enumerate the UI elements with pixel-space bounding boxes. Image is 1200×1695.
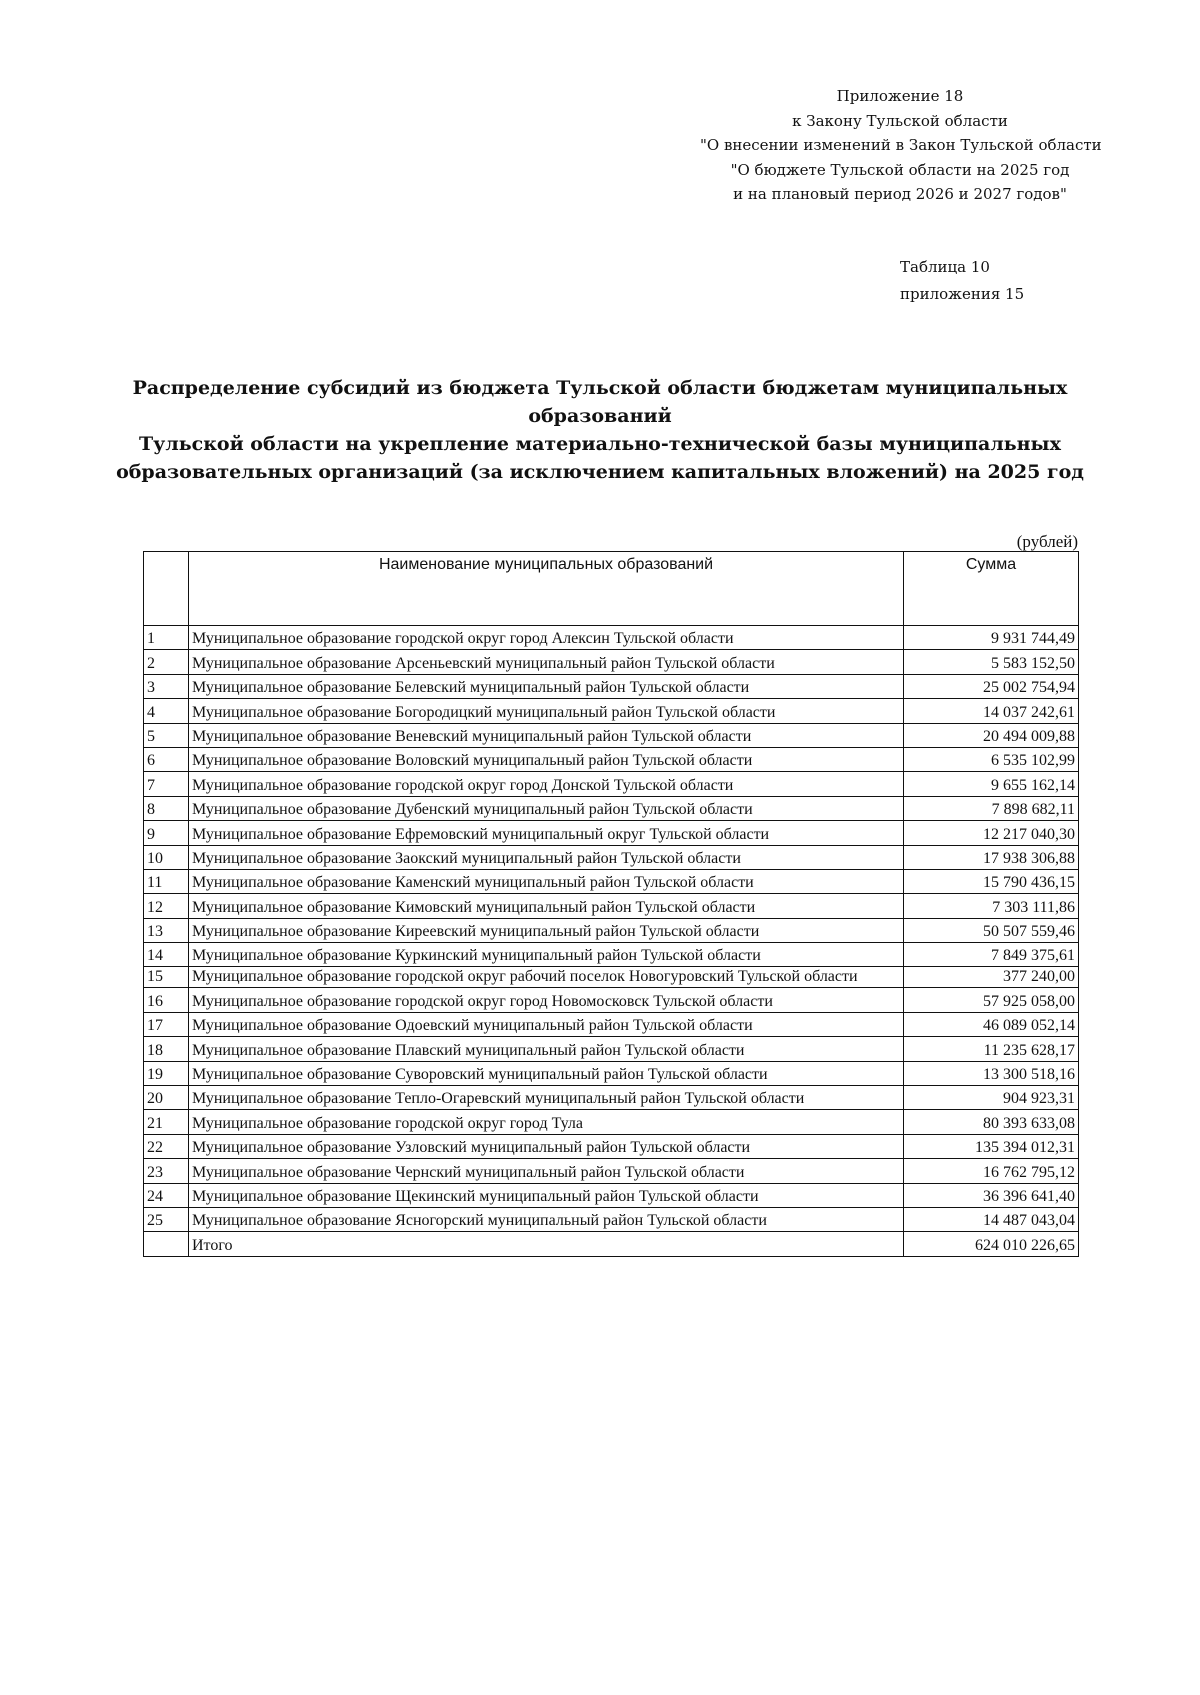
row-num: 24 xyxy=(144,1183,189,1207)
row-num: 6 xyxy=(144,747,189,771)
table-reference xyxy=(900,254,1100,308)
table-row xyxy=(144,1159,1079,1183)
table-row xyxy=(144,869,1079,893)
row-name: Муниципальное образование Суворовский муниципальный район Тульской области xyxy=(189,1061,904,1085)
row-sum: 904 923,31 xyxy=(904,1086,1079,1110)
row-num: 20 xyxy=(144,1086,189,1110)
table-row xyxy=(144,723,1079,747)
appendix-reference: приложения 15 xyxy=(900,285,1025,303)
row-name: Муниципальное образование Ясногорский муниципальный район Тульской области xyxy=(189,1207,904,1231)
title-line: Тульской области на укрепление материально-технической базы муниципальных xyxy=(139,433,1061,455)
row-name: Муниципальное образование Воловский муниципальный район Тульской области xyxy=(189,747,904,771)
row-name: Муниципальное образование Веневский муниципальный район Тульской области xyxy=(189,723,904,747)
table-row xyxy=(144,988,1079,1012)
header-num xyxy=(144,552,189,626)
row-num: 8 xyxy=(144,796,189,820)
title-line: Распределение субсидий из бюджета Тульской области бюджетам муниципальных образований xyxy=(132,377,1068,427)
row-num: 21 xyxy=(144,1110,189,1134)
row-sum: 6 535 102,99 xyxy=(904,747,1079,771)
header-name: Наименование муниципальных образований xyxy=(189,552,904,626)
row-name: Муниципальное образование Киреевский муниципальный район Тульской области xyxy=(189,918,904,942)
row-name: Муниципальное образование городской округ город Алексин Тульской области xyxy=(189,626,904,650)
row-num: 19 xyxy=(144,1061,189,1085)
row-sum: 15 790 436,15 xyxy=(904,869,1079,893)
table-row xyxy=(144,1183,1079,1207)
title-line: образовательных организаций (за исключением капитальных вложений) на 2025 год xyxy=(116,461,1084,483)
row-name: Муниципальное образование городской округ рабочий поселок Новогуровский Тульской области xyxy=(189,967,904,988)
row-num: 4 xyxy=(144,699,189,723)
table-row xyxy=(144,1012,1079,1036)
row-num: 1 xyxy=(144,626,189,650)
row-sum: 50 507 559,46 xyxy=(904,918,1079,942)
row-name: Муниципальное образование Чернский муниципальный район Тульской области xyxy=(189,1159,904,1183)
row-name: Муниципальное образование Заокский муниципальный район Тульской области xyxy=(189,845,904,869)
appendix-line: "О бюджете Тульской области на 2025 год xyxy=(730,160,1070,179)
document-title xyxy=(100,374,1100,486)
row-sum: 36 396 641,40 xyxy=(904,1183,1079,1207)
table-row xyxy=(144,772,1079,796)
row-sum: 5 583 152,50 xyxy=(904,650,1079,674)
table-row xyxy=(144,650,1079,674)
row-name: Муниципальное образование Арсеньевский муниципальный район Тульской области xyxy=(189,650,904,674)
row-sum: 20 494 009,88 xyxy=(904,723,1079,747)
row-name: Муниципальное образование Плавский муниципальный район Тульской области xyxy=(189,1037,904,1061)
table-row xyxy=(144,918,1079,942)
row-num: 5 xyxy=(144,723,189,747)
table-row xyxy=(144,821,1079,845)
row-sum: 13 300 518,16 xyxy=(904,1061,1079,1085)
row-name: Муниципальное образование Кимовский муниципальный район Тульской области xyxy=(189,894,904,918)
row-num: 14 xyxy=(144,943,189,967)
row-sum: 9 655 162,14 xyxy=(904,772,1079,796)
row-name: Муниципальное образование Куркинский муниципальный район Тульской области xyxy=(189,943,904,967)
total-sum: 624 010 226,65 xyxy=(904,1232,1079,1256)
row-sum: 57 925 058,00 xyxy=(904,988,1079,1012)
row-sum: 11 235 628,17 xyxy=(904,1037,1079,1061)
row-name: Муниципальное образование городской округ город Новомосковск Тульской области xyxy=(189,988,904,1012)
table-row xyxy=(144,699,1079,723)
row-name: Муниципальное образование городской округ город Донской Тульской области xyxy=(189,772,904,796)
table-row xyxy=(144,1207,1079,1231)
row-num: 12 xyxy=(144,894,189,918)
row-sum: 12 217 040,30 xyxy=(904,821,1079,845)
table-number: Таблица 10 xyxy=(900,258,990,276)
row-num: 7 xyxy=(144,772,189,796)
table-body xyxy=(144,626,1079,1257)
appendix-line: к Закону Тульской области xyxy=(792,111,1008,130)
row-name: Муниципальное образование Богородицкий муниципальный район Тульской области xyxy=(189,699,904,723)
row-sum: 135 394 012,31 xyxy=(904,1134,1079,1158)
row-name: Муниципальное образование Ефремовский муниципальный округ Тульской области xyxy=(189,821,904,845)
row-sum: 7 303 111,86 xyxy=(904,894,1079,918)
row-num: 15 xyxy=(144,967,189,988)
table-row xyxy=(144,796,1079,820)
row-name: Муниципальное образование Узловский муниципальный район Тульской области xyxy=(189,1134,904,1158)
row-name: Муниципальное образование Дубенский муниципальный район Тульской области xyxy=(189,796,904,820)
row-num: 13 xyxy=(144,918,189,942)
row-sum: 7 898 682,11 xyxy=(904,796,1079,820)
row-name: Муниципальное образование Каменский муниципальный район Тульской области xyxy=(189,869,904,893)
row-name: Муниципальное образование Тепло-Огаревский муниципальный район Тульской области xyxy=(189,1086,904,1110)
row-num: 22 xyxy=(144,1134,189,1158)
row-sum: 377 240,00 xyxy=(904,967,1079,988)
row-num: 18 xyxy=(144,1037,189,1061)
row-name: Муниципальное образование Белевский муниципальный район Тульской области xyxy=(189,674,904,698)
appendix-line: "О внесении изменений в Закон Тульской области xyxy=(700,136,1102,154)
row-sum: 80 393 633,08 xyxy=(904,1110,1079,1134)
total-num xyxy=(144,1232,189,1256)
table-row xyxy=(144,894,1079,918)
table-row xyxy=(144,967,1079,988)
table-row xyxy=(144,1086,1079,1110)
row-sum: 17 938 306,88 xyxy=(904,845,1079,869)
table-row xyxy=(144,747,1079,771)
row-name: Муниципальное образование Одоевский муниципальный район Тульской области xyxy=(189,1012,904,1036)
row-sum: 9 931 744,49 xyxy=(904,626,1079,650)
appendix-line: Приложение 18 xyxy=(836,87,964,105)
row-num: 2 xyxy=(144,650,189,674)
row-num: 25 xyxy=(144,1207,189,1231)
row-num: 9 xyxy=(144,821,189,845)
table-row xyxy=(144,1110,1079,1134)
row-num: 23 xyxy=(144,1159,189,1183)
row-sum: 14 037 242,61 xyxy=(904,699,1079,723)
total-row xyxy=(144,1232,1079,1256)
table-row xyxy=(144,1037,1079,1061)
total-label: Итого xyxy=(189,1232,904,1256)
row-sum: 25 002 754,94 xyxy=(904,674,1079,698)
unit-label: (рублей) xyxy=(1016,532,1078,551)
row-num: 10 xyxy=(144,845,189,869)
table-row xyxy=(144,674,1079,698)
row-sum: 7 849 375,61 xyxy=(904,943,1079,967)
subsidy-table xyxy=(143,551,1079,1257)
table-row xyxy=(144,1061,1079,1085)
row-sum: 46 089 052,14 xyxy=(904,1012,1079,1036)
row-sum: 16 762 795,12 xyxy=(904,1159,1079,1183)
row-name: Муниципальное образование Щекинский муниципальный район Тульской области xyxy=(189,1183,904,1207)
table-row xyxy=(144,626,1079,650)
appendix-header xyxy=(700,84,1100,207)
appendix-line: и на плановый период 2026 и 2027 годов" xyxy=(733,185,1067,203)
row-name: Муниципальное образование городской округ город Тула xyxy=(189,1110,904,1134)
row-num: 11 xyxy=(144,869,189,893)
header-sum: Сумма xyxy=(904,552,1079,626)
table-header-row xyxy=(144,552,1079,626)
table-row xyxy=(144,1134,1079,1158)
row-sum: 14 487 043,04 xyxy=(904,1207,1079,1231)
table-row xyxy=(144,845,1079,869)
row-num: 3 xyxy=(144,674,189,698)
row-num: 17 xyxy=(144,1012,189,1036)
row-num: 16 xyxy=(144,988,189,1012)
table-row xyxy=(144,943,1079,967)
